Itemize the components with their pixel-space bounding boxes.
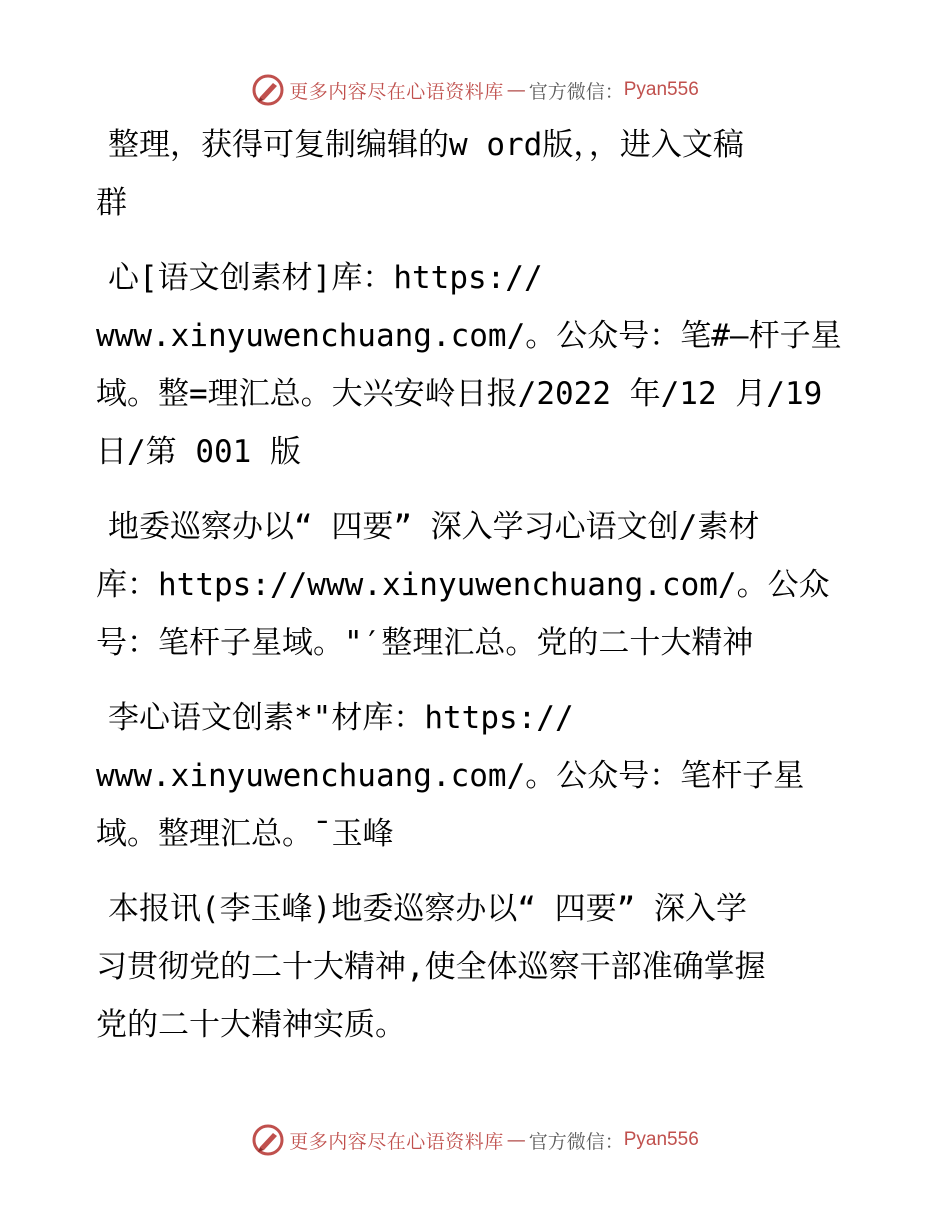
paragraph-5 bbox=[96, 880, 856, 1054]
watermark-dash: — bbox=[506, 79, 526, 101]
watermark-footer bbox=[0, 1120, 950, 1160]
watermark-header bbox=[0, 70, 950, 110]
text-line: 本报讯(李玉峰)地委巡察办以“ 四要” 深入学 bbox=[108, 891, 747, 927]
paragraph-3 bbox=[96, 498, 856, 672]
paragraph-1 bbox=[96, 116, 856, 232]
text-line: 地委巡察办以“ 四要” 深入学习心语文创/素材 bbox=[108, 509, 760, 545]
document-body bbox=[96, 116, 856, 1071]
brush-pen-icon bbox=[251, 1123, 285, 1157]
text-line: 整理，获得可复制编辑的w ord版，，进入文稿 bbox=[108, 127, 744, 163]
text-line: 心[语文创素材]库：https:// bbox=[108, 260, 543, 296]
text-line: 域。整=理汇总。大兴安岭日报/2022 年/12 月/19 bbox=[96, 376, 823, 412]
text-line: 域。整理汇总。¯玉峰 bbox=[96, 816, 394, 852]
brush-pen-icon bbox=[251, 73, 285, 107]
watermark-wechat-id: Pyan556 bbox=[623, 79, 699, 100]
text-line: www.xinyuwenchuang.com/。公众号：笔#—杆子星 bbox=[96, 318, 842, 354]
watermark-wechat-label: 官方微信： bbox=[528, 80, 624, 103]
text-line: 群 bbox=[96, 185, 127, 221]
watermark-text: 更多内容尽在心语资料库 bbox=[289, 80, 504, 103]
text-line: 日/第 001 版 bbox=[96, 434, 301, 470]
watermark-wechat-label: 官方微信： bbox=[528, 1130, 624, 1153]
text-line: 党的二十大精神实质。 bbox=[96, 1007, 406, 1043]
text-line: 库：https://www.xinyuwenchuang.com/。公众 bbox=[96, 567, 830, 603]
text-line: www.xinyuwenchuang.com/。公众号：笔杆子星 bbox=[96, 758, 805, 794]
watermark-wechat-id: Pyan556 bbox=[623, 1129, 699, 1150]
paragraph-2 bbox=[96, 249, 856, 481]
paragraph-4 bbox=[96, 689, 856, 863]
watermark-text: 更多内容尽在心语资料库 bbox=[289, 1130, 504, 1153]
text-line: 习贯彻党的二十大精神,使全体巡察干部准确掌握 bbox=[96, 949, 766, 985]
watermark-dash: — bbox=[506, 1129, 526, 1151]
text-line: 号：笔杆子星域。"′整理汇总。党的二十大精神 bbox=[96, 625, 754, 661]
text-line: 李心语文创素*"材库：https:// bbox=[108, 700, 574, 736]
